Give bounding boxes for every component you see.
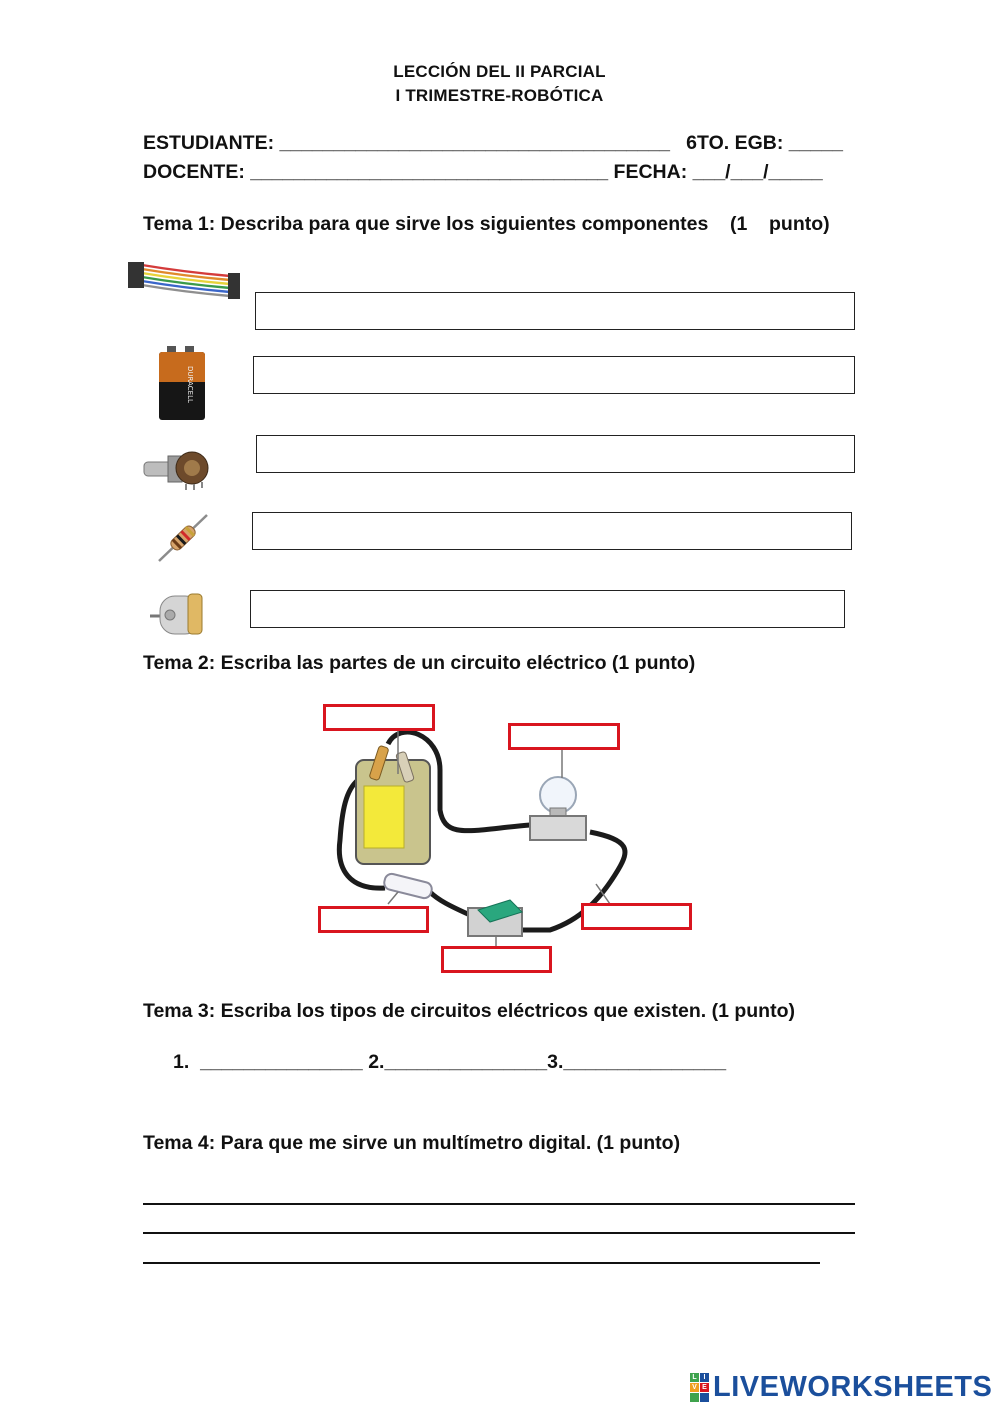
battery-9v-icon — [155, 344, 209, 422]
liveworksheets-wordmark: LIVEWORKSHEETS — [713, 1370, 993, 1403]
tema1-title: Tema 1: Describa para que sirve los siguientes componentes (1 punto) — [143, 213, 830, 235]
answer-box-motor[interactable] — [250, 590, 845, 628]
label-box-fuse[interactable] — [318, 906, 429, 933]
tema3-blanks[interactable]: 1. _______________ 2._______________3._______________ — [173, 1051, 727, 1073]
circuit-fuse-icon — [383, 872, 433, 899]
label-box-battery[interactable] — [323, 704, 435, 731]
label-box-bulb[interactable] — [508, 723, 620, 750]
teacher-field-line[interactable]: DOCENTE: _________________________________ FECHA: ___/___/_____ — [143, 161, 823, 183]
title-line-2: I TRIMESTRE-ROBÓTICA — [395, 86, 604, 105]
answer-line-1[interactable] — [143, 1203, 855, 1205]
answer-box-battery[interactable] — [253, 356, 855, 394]
liveworksheets-badge-icon: L I V E — [690, 1373, 709, 1402]
label-box-switch[interactable] — [441, 946, 552, 973]
answer-box-potentiometer[interactable] — [256, 435, 855, 473]
circuit-battery-icon — [356, 745, 430, 864]
tema2-title: Tema 2: Escriba las partes de un circuito eléctrico (1 punto) — [143, 652, 696, 674]
answer-box-resistor[interactable] — [252, 512, 852, 550]
circuit-bulb-icon — [530, 777, 586, 840]
wire-bottom — [430, 892, 470, 915]
tema3-title: Tema 3: Escriba los tipos de circuitos eléctricos que existen. (1 punto) — [143, 1000, 795, 1022]
label-box-wire[interactable] — [581, 903, 692, 930]
answer-line-2[interactable] — [143, 1232, 855, 1234]
tema4-title: Tema 4: Para que me sirve un multímetro digital. (1 punto) — [143, 1132, 681, 1154]
answer-line-3[interactable] — [143, 1262, 820, 1264]
circuit-switch-icon — [468, 900, 522, 936]
student-field-line[interactable]: ESTUDIANTE: ____________________________________ 6TO. EGB: _____ — [143, 132, 843, 154]
answer-box-jumper-wires[interactable] — [255, 292, 855, 330]
title-line-1: LECCIÓN DEL II PARCIAL — [393, 62, 606, 81]
potentiometer-icon — [142, 440, 212, 490]
liveworksheets-logo — [690, 1370, 992, 1404]
dc-motor-icon — [148, 586, 212, 638]
resistor-icon — [155, 512, 211, 564]
battery-brand-text: DURACELL — [186, 366, 194, 403]
jumper-wires-icon — [124, 256, 244, 302]
